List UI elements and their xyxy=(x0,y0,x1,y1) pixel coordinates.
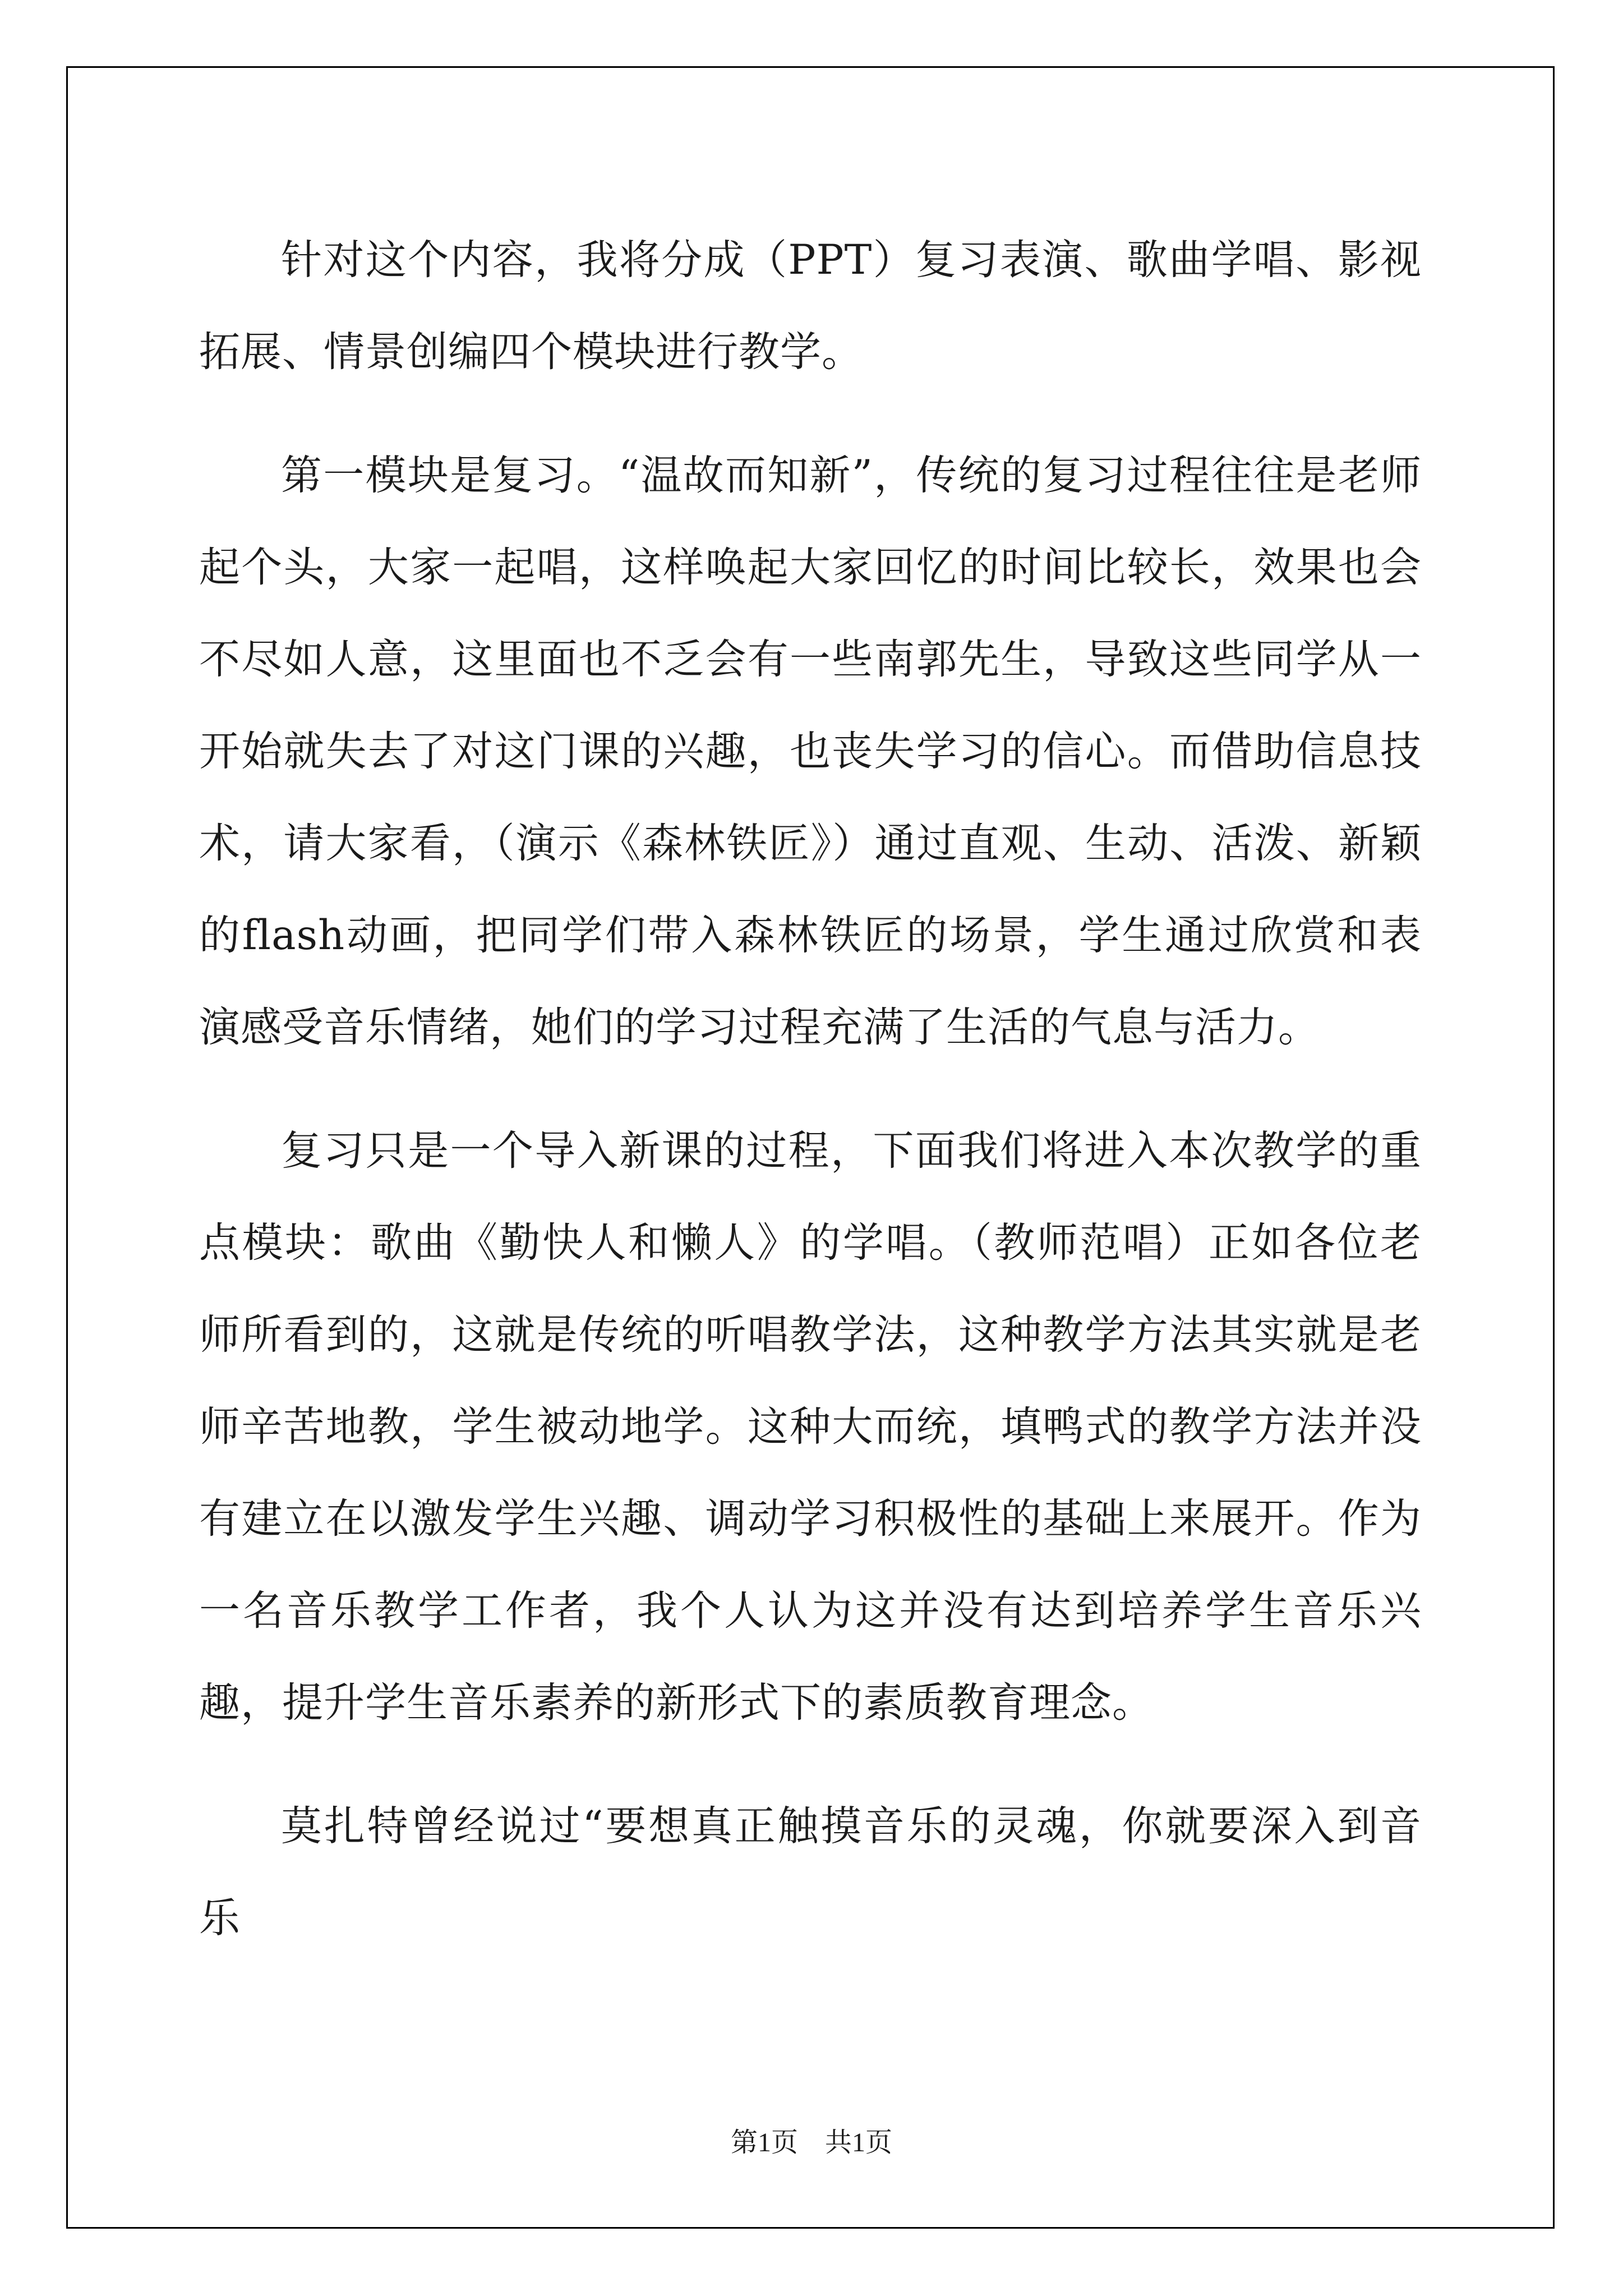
page-footer xyxy=(0,2120,1623,2159)
paragraph: 莫扎特曾经说过“要想真正触摸音乐的灵魂，你就要深入到音乐 xyxy=(199,1802,1422,1942)
paragraph: 针对这个内容，我将分成（PPT）复习表演、歌曲学唱、影视拓展、情景创编四个模块进行教学。 xyxy=(199,236,1422,376)
page-number: 第1页 xyxy=(730,2128,798,2157)
paragraph: 复习只是一个导入新课的过程，下面我们将进入本次教学的重点模块：歌曲《勤快人和懒人》的学唱。（教师范唱）正如各位老师所看到的，这就是传统的听唱教学法，这种教学方法其实就是老师辛苦地教，学生被动地学。这种大而统，填鸭式的教学方法并没有建立在以激发学生兴趣、调动学习积极性的基础上来展开。作为一名音乐教学工作者，我个人认为这并没有达到培养学生音乐兴趣，提升学生音乐素养的新形式下的素质教育理念。 xyxy=(199,1127,1422,1727)
document-body xyxy=(199,214,1422,1996)
page-total: 共1页 xyxy=(825,2128,893,2157)
paragraph: 第一模块是复习。“温故而知新”，传统的复习过程往往是老师起个头，大家一起唱，这样唤起大家回忆的时间比较长，效果也会不尽如人意，这里面也不乏会有一些南郭先生，导致这些同学从一开始就失去了对这门课的兴趣，也丧失学习的信心。而借助信息技术，请大家看，（演示《森林铁匠》）通过直观、生动、活泼、新颖的flash动画，把同学们带入森林铁匠的场景，学生通过欣赏和表演感受音乐情绪，她们的学习过程充满了生活的气息与活力。 xyxy=(199,452,1422,1051)
